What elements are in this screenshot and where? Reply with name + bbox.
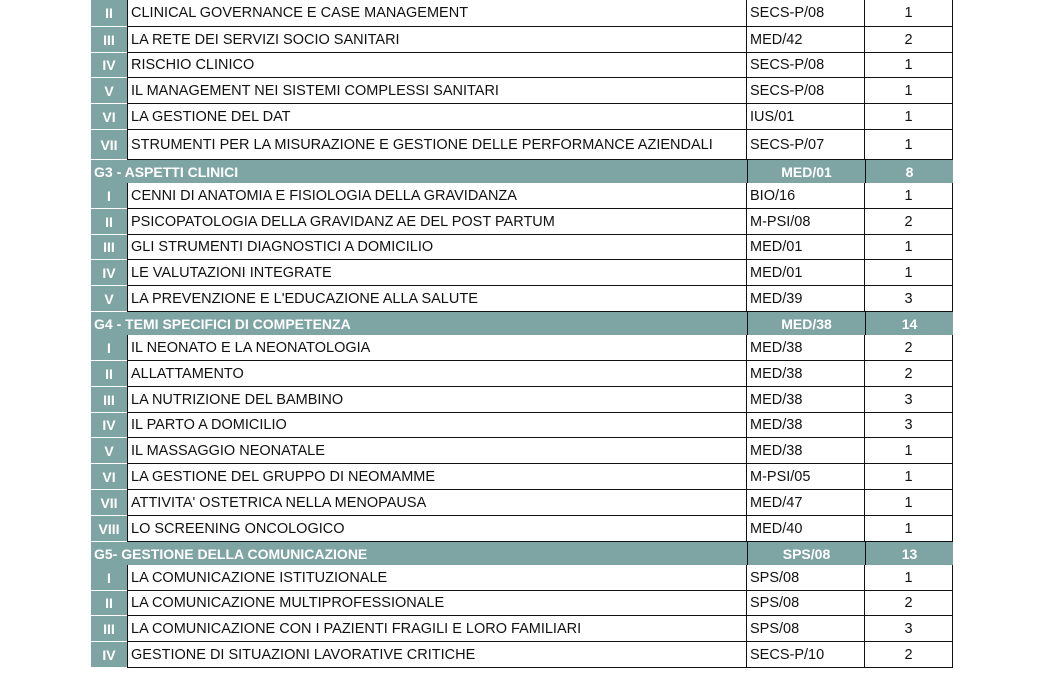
module-cfu: 1 [865,490,953,516]
table-row [91,130,953,160]
table-row [91,104,953,130]
module-ssd: MED/38 [747,413,865,438]
module-number: VII [91,130,127,160]
table-row [91,183,953,209]
module-cfu: 1 [865,438,953,464]
module-cfu: 1 [865,260,953,286]
module-ssd: IUS/01 [747,104,865,130]
module-cfu: 3 [865,286,953,312]
group-cfu: 8 [865,160,953,183]
module-title: GESTIONE DI SITUAZIONI LAVORATIVE CRITICHE [127,642,747,668]
table-row [91,260,953,286]
module-cfu: 1 [865,235,953,260]
module-number: I [91,335,127,361]
module-ssd: SECS-P/08 [747,53,865,78]
module-cfu: 2 [865,642,953,668]
module-title: LA RETE DEI SERVIZI SOCIO SANITARI [127,27,747,53]
module-title: PSICOPATOLOGIA DELLA GRAVIDANZ AE DEL POST PARTUM [127,209,747,235]
group-ssd: MED/01 [747,160,865,183]
table-row [91,438,953,464]
module-cfu: 3 [865,413,953,438]
module-number: II [91,361,127,387]
module-number: VI [91,464,127,490]
module-number: III [91,235,127,260]
module-cfu: 3 [865,616,953,642]
table-row [91,27,953,53]
table-row [91,387,953,413]
module-cfu: 2 [865,361,953,387]
group-ssd: SPS/08 [747,542,865,565]
group-title: G4 - TEMI SPECIFICI DI COMPETENZA [94,315,351,332]
module-title: LA NUTRIZIONE DEL BAMBINO [127,387,747,413]
module-title: ATTIVITA' OSTETRICA NELLA MENOPAUSA [127,490,747,516]
table-row [91,335,953,361]
module-cfu: 1 [865,104,953,130]
module-cfu: 1 [865,130,953,160]
group-header-row [91,312,953,335]
module-number: V [91,438,127,464]
module-cfu: 1 [865,516,953,542]
table-row [91,616,953,642]
module-number: V [91,286,127,312]
module-ssd: SPS/08 [747,616,865,642]
module-ssd: SPS/08 [747,591,865,616]
table-row [91,361,953,387]
module-title: RISCHIO CLINICO [127,53,747,78]
module-number: III [91,387,127,413]
table-row [91,209,953,235]
module-ssd: MED/40 [747,516,865,542]
module-title: IL NEONATO E LA NEONATOLOGIA [127,335,747,361]
module-cfu: 1 [865,78,953,104]
module-title: LA PREVENZIONE E L'EDUCAZIONE ALLA SALUTE [127,286,747,312]
group-header-row [91,542,953,565]
module-number: VII [91,490,127,516]
module-ssd: MED/38 [747,387,865,413]
module-number: I [91,565,127,591]
module-cfu: 3 [865,387,953,413]
group-title: G5- GESTIONE DELLA COMUNICAZIONE [94,545,368,562]
module-number: VIII [91,516,127,542]
table-row [91,565,953,591]
module-cfu: 1 [865,565,953,591]
module-number: IV [91,53,127,78]
module-title: LA COMUNICAZIONE MULTIPROFESSIONALE [127,591,747,616]
module-title: GLI STRUMENTI DIAGNOSTICI A DOMICILIO [127,235,747,260]
module-title: IL PARTO A DOMICILIO [127,413,747,438]
table-row [91,464,953,490]
table-row [91,53,953,78]
module-title: CLINICAL GOVERNANCE E CASE MANAGEMENT [127,0,747,27]
module-ssd: SECS-P/07 [747,130,865,160]
module-cfu: 1 [865,0,953,27]
module-ssd: MED/01 [747,260,865,286]
module-ssd: SPS/08 [747,565,865,591]
table-row [91,490,953,516]
module-cfu: 1 [865,464,953,490]
module-title: IL MANAGEMENT NEI SISTEMI COMPLESSI SANITARI [127,78,747,104]
group-cfu: 13 [865,542,953,565]
module-cfu: 2 [865,591,953,616]
module-cfu: 2 [865,335,953,361]
module-cfu: 1 [865,53,953,78]
module-title: LA COMUNICAZIONE ISTITUZIONALE [127,565,747,591]
table-row [91,235,953,260]
table-row [91,0,953,27]
module-number: III [91,27,127,53]
table-row [91,516,953,542]
module-number: II [91,0,127,27]
module-title: LO SCREENING ONCOLOGICO [127,516,747,542]
module-ssd: MED/38 [747,438,865,464]
module-ssd: MED/42 [747,27,865,53]
module-title: LA GESTIONE DEL GRUPPO DI NEOMAMME [127,464,747,490]
module-title: CENNI DI ANATOMIA E FISIOLOGIA DELLA GRAVIDANZA [127,183,747,209]
module-ssd: SECS-P/10 [747,642,865,668]
module-title: LA GESTIONE DEL DAT [127,104,747,130]
module-ssd: M-PSI/05 [747,464,865,490]
module-title: LA COMUNICAZIONE CON I PAZIENTI FRAGILI E LORO FAMILIARI [127,616,747,642]
module-ssd: SECS-P/08 [747,78,865,104]
table-row [91,413,953,438]
module-number: V [91,78,127,104]
group-cfu: 14 [865,312,953,335]
table-row [91,591,953,616]
module-ssd: MED/01 [747,235,865,260]
module-number: I [91,183,127,209]
group-header-row [91,160,953,183]
module-title: ALLATTAMENTO [127,361,747,387]
module-title: LE VALUTAZIONI INTEGRATE [127,260,747,286]
module-ssd: MED/38 [747,335,865,361]
module-number: III [91,616,127,642]
table-row [91,286,953,312]
module-cfu: 2 [865,27,953,53]
table-row [91,78,953,104]
module-number: IV [91,642,127,668]
module-number: IV [91,260,127,286]
module-ssd: BIO/16 [747,183,865,209]
module-number: IV [91,413,127,438]
module-number: II [91,591,127,616]
module-title: IL MASSAGGIO NEONATALE [127,438,747,464]
module-cfu: 1 [865,183,953,209]
module-number: VI [91,104,127,130]
module-title: STRUMENTI PER LA MISURAZIONE E GESTIONE DELLE PERFORMANCE AZIENDALI [127,130,747,160]
table-row [91,642,953,668]
module-number: II [91,209,127,235]
group-title: G3 - ASPETTI CLINICI [94,163,239,180]
module-ssd: M-PSI/08 [747,209,865,235]
module-cfu: 2 [865,209,953,235]
module-ssd: MED/47 [747,490,865,516]
group-ssd: MED/38 [747,312,865,335]
module-ssd: SECS-P/08 [747,0,865,27]
module-ssd: MED/38 [747,361,865,387]
module-ssd: MED/39 [747,286,865,312]
